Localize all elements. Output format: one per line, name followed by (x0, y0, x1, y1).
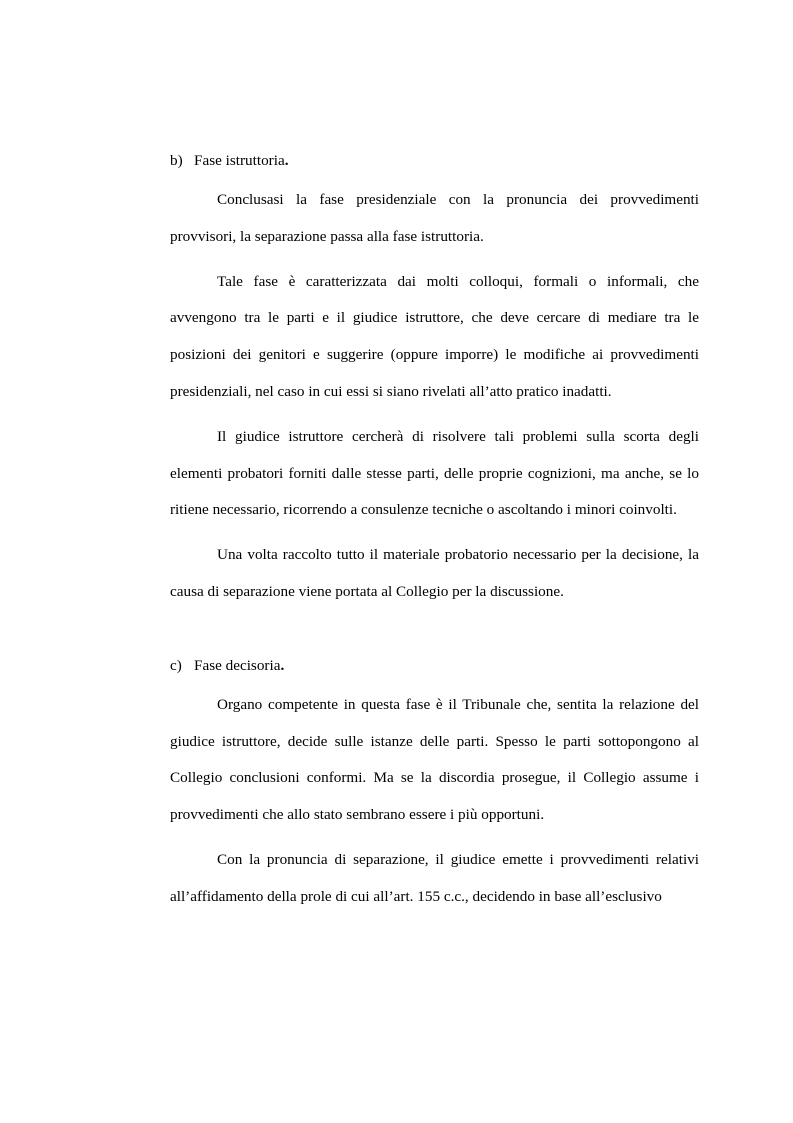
section-heading-istruttoria (170, 146, 699, 175)
paragraph: Tale fase è caratterizzata dai molti colloqui, formali o informali, che avvengono tra le parti e il giudice istruttore, che deve cercare di mediare tra le posizioni dei genitori e suggerire (oppure imporre) le modifiche ai provvedimenti presidenziali, nel caso in cui essi si siano rivelati all’atto pratico inadatti. (170, 272, 699, 400)
section-title-dot: . (280, 656, 285, 674)
spacer (170, 175, 699, 182)
section-title-dot: . (284, 152, 289, 169)
spacer (170, 680, 699, 687)
paragraph: Con la pronuncia di separazione, il giudice emette i provvedimenti relativi all’affidamento della prole di cui all’art. 155 c.c., decidendo in base all’esclusivo (170, 850, 699, 905)
section-heading-decisoria (170, 651, 699, 680)
section-marker: b) (170, 152, 183, 169)
section-title: Fase istruttoria (194, 152, 285, 169)
paragraph: Una volta raccolto tutto il materiale probatorio necessario per la decisione, la causa di separazione viene portata al Collegio per la discussione. (170, 546, 699, 600)
paragraph: Organo competente in questa fase è il Tribunale che, sentita la relazione del giudice istruttore, decide sulle istanze delle parti. Spesso le parti sottopongono al Collegio conclusioni conformi. Ma se la discordia prosegue, il Collegio assume i provvedimenti che allo stato sembrano essere i più opportuni. (170, 695, 699, 824)
section-title: Fase decisoria (194, 656, 281, 674)
paragraph: Il giudice istruttore cercherà di risolvere tali problemi sulla scorta degli elementi probatori forniti dalle stesse parti, delle proprie cognizioni, ma anche, se lo ritiene necessario, ricorrendo a consulenze tecniche o ascoltando i minori coinvolti. (170, 427, 699, 519)
section-marker: c) (170, 656, 182, 674)
paragraph: Conclusasi la fase presidenziale con la pronuncia dei provvedimenti provvisori, la separazione passa alla fase istruttoria. (170, 191, 699, 245)
document-body (170, 146, 699, 924)
